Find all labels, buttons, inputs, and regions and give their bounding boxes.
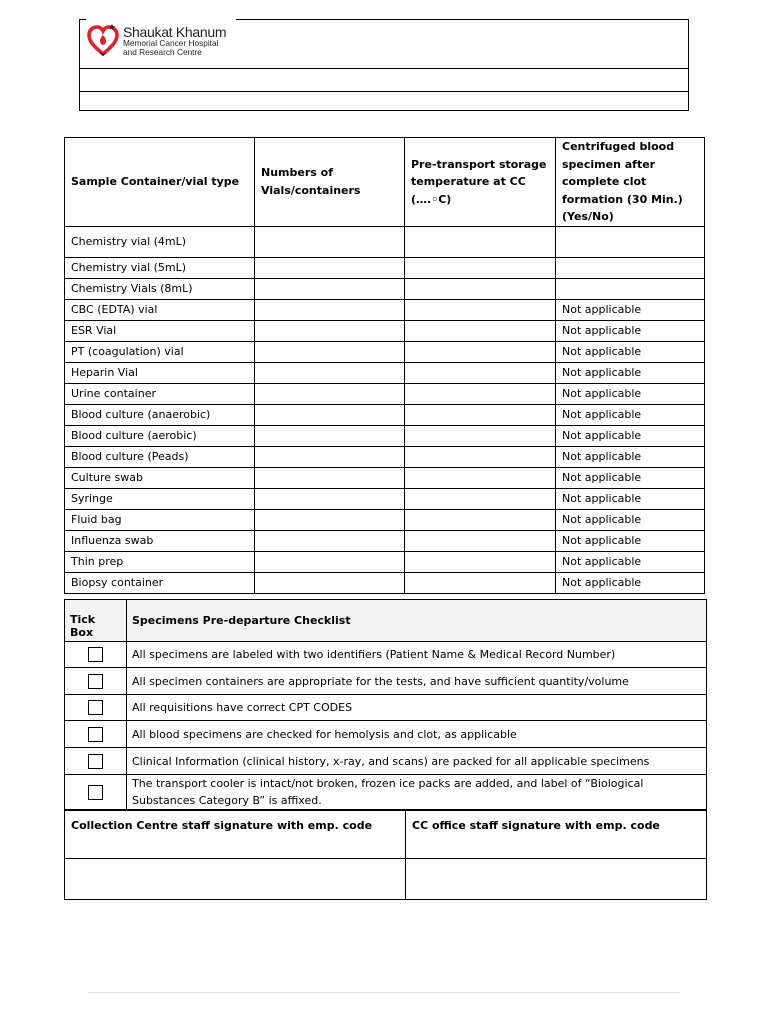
- vial-count-cell[interactable]: [255, 404, 405, 425]
- sample-type-cell: Chemistry Vials (8mL): [65, 278, 255, 299]
- centrifuged-cell: Not applicable: [556, 341, 705, 362]
- vial-count-cell[interactable]: [255, 551, 405, 572]
- centrifuged-cell: Not applicable: [556, 572, 705, 593]
- vial-count-cell[interactable]: [255, 341, 405, 362]
- tick-checkbox[interactable]: [88, 754, 103, 769]
- sample-row: [65, 226, 705, 257]
- sample-type-cell: Urine container: [65, 383, 255, 404]
- tick-checkbox[interactable]: [88, 785, 103, 800]
- sample-type-cell: Culture swab: [65, 467, 255, 488]
- sample-row: [65, 383, 705, 404]
- sample-row: [65, 404, 705, 425]
- centrifuged-cell: Not applicable: [556, 467, 705, 488]
- vial-count-cell[interactable]: [255, 278, 405, 299]
- logo-name: Shaukat Khanum: [123, 24, 227, 40]
- centrifuged-cell: Not applicable: [556, 362, 705, 383]
- storage-temp-cell[interactable]: [405, 572, 556, 593]
- storage-temp-cell[interactable]: [405, 341, 556, 362]
- checklist-item: [65, 668, 707, 695]
- vial-count-cell[interactable]: [255, 572, 405, 593]
- vial-count-cell[interactable]: [255, 488, 405, 509]
- sample-type-cell: Chemistry vial (4mL): [65, 226, 255, 257]
- samples-table-body: [65, 226, 705, 593]
- checklist-item: [65, 642, 707, 668]
- checklist-item-text: All specimen containers are appropriate for the tests, and have sufficient quantity/volume: [127, 668, 707, 695]
- tick-box-cell: [65, 642, 127, 668]
- samples-table: [64, 137, 705, 594]
- sample-row: [65, 257, 705, 278]
- centrifuged-cell: Not applicable: [556, 404, 705, 425]
- vial-count-cell[interactable]: [255, 425, 405, 446]
- centrifuged-cell: Not applicable: [556, 551, 705, 572]
- samples-table-header: [65, 138, 705, 227]
- sample-type-cell: Fluid bag: [65, 509, 255, 530]
- sample-row: [65, 509, 705, 530]
- sample-row: [65, 425, 705, 446]
- cc-office-signature-field[interactable]: [406, 859, 707, 900]
- sample-row: [65, 320, 705, 341]
- checklist-header: [65, 600, 707, 642]
- form-header: [79, 19, 689, 111]
- centrifuged-cell[interactable]: [556, 257, 705, 278]
- sample-type-cell: Heparin Vial: [65, 362, 255, 383]
- storage-temp-cell[interactable]: [405, 488, 556, 509]
- centrifuged-cell: Not applicable: [556, 509, 705, 530]
- hospital-emblem-icon: [86, 23, 120, 59]
- checklist-item-text: The transport cooler is intact/not broken, frozen ice packs are added, and label of “Biological Substances Category B” is affixed.: [127, 775, 707, 810]
- sample-row: [65, 278, 705, 299]
- checklist-item-text: All requisitions have correct CPT CODES: [127, 695, 707, 721]
- centrifuged-cell: Not applicable: [556, 488, 705, 509]
- sample-type-cell: Chemistry vial (5mL): [65, 257, 255, 278]
- vial-count-cell[interactable]: [255, 467, 405, 488]
- storage-temp-cell[interactable]: [405, 446, 556, 467]
- storage-temp-cell[interactable]: [405, 362, 556, 383]
- vial-count-cell[interactable]: [255, 362, 405, 383]
- logo-subtitle-1: Memorial Cancer Hospital: [123, 38, 219, 48]
- storage-temp-cell[interactable]: [405, 257, 556, 278]
- sample-type-cell: Blood culture (anaerobic): [65, 404, 255, 425]
- centrifuged-cell[interactable]: [556, 278, 705, 299]
- checklist-table: [64, 599, 707, 810]
- storage-temp-cell[interactable]: [405, 551, 556, 572]
- sample-type-cell: Thin prep: [65, 551, 255, 572]
- vial-count-cell[interactable]: [255, 509, 405, 530]
- storage-temp-cell[interactable]: [405, 530, 556, 551]
- sample-row: [65, 341, 705, 362]
- vial-count-cell[interactable]: [255, 257, 405, 278]
- vial-count-cell[interactable]: [255, 299, 405, 320]
- centrifuged-cell: Not applicable: [556, 299, 705, 320]
- header-blank-row-1: [80, 69, 688, 92]
- sample-type-cell: Syringe: [65, 488, 255, 509]
- tick-checkbox[interactable]: [88, 674, 103, 689]
- column-header-centrifuged: Centrifuged blood specimen after complete clot formation (30 Min.) (Yes/No): [556, 138, 705, 227]
- checklist-item-text: Clinical Information (clinical history, x-ray, and scans) are packed for all applicable specimens: [127, 748, 707, 775]
- tick-box-header: Tick Box: [65, 600, 127, 642]
- vial-count-cell[interactable]: [255, 320, 405, 341]
- storage-temp-cell[interactable]: [405, 226, 556, 257]
- cc-office-signature-label: CC office staff signature with emp. code: [406, 811, 707, 859]
- column-header-vial-count: Numbers of Vials/containers: [255, 138, 405, 227]
- sample-type-cell: PT (coagulation) vial: [65, 341, 255, 362]
- tick-box-cell: [65, 775, 127, 810]
- storage-temp-cell[interactable]: [405, 509, 556, 530]
- checklist-item-text: All specimens are labeled with two identifiers (Patient Name & Medical Record Number): [127, 642, 707, 668]
- tick-checkbox[interactable]: [88, 727, 103, 742]
- sample-type-cell: Biopsy container: [65, 572, 255, 593]
- sample-row: [65, 299, 705, 320]
- signature-table: [64, 810, 707, 900]
- sample-row: [65, 362, 705, 383]
- checklist-item: [65, 721, 707, 748]
- sample-row: [65, 572, 705, 593]
- vial-count-cell[interactable]: [255, 383, 405, 404]
- sample-row: [65, 530, 705, 551]
- sample-row: [65, 488, 705, 509]
- tick-box-cell: [65, 748, 127, 775]
- column-header-storage-temp: Pre-transport storage temperature at CC (….◦C): [405, 138, 556, 227]
- checklist-title: Specimens Pre-departure Checklist: [127, 600, 707, 642]
- sample-type-cell: Influenza swab: [65, 530, 255, 551]
- checklist-item-text: All blood specimens are checked for hemolysis and clot, as applicable: [127, 721, 707, 748]
- storage-temp-cell[interactable]: [405, 383, 556, 404]
- checklist-item: [65, 775, 707, 810]
- tick-checkbox[interactable]: [88, 700, 103, 715]
- tick-box-cell: [65, 695, 127, 721]
- hospital-logo: [86, 17, 236, 65]
- vial-count-cell[interactable]: [255, 446, 405, 467]
- sample-type-cell: Blood culture (Peads): [65, 446, 255, 467]
- sample-row: [65, 446, 705, 467]
- tick-box-cell: [65, 721, 127, 748]
- sample-row: [65, 551, 705, 572]
- checklist-item: [65, 748, 707, 775]
- centrifuged-cell: Not applicable: [556, 446, 705, 467]
- sample-type-cell: CBC (EDTA) vial: [65, 299, 255, 320]
- collection-centre-signature-field[interactable]: [65, 859, 406, 900]
- tick-checkbox[interactable]: [88, 647, 103, 662]
- checklist-item: [65, 695, 707, 721]
- storage-temp-cell[interactable]: [405, 467, 556, 488]
- logo-subtitle-2: and Research Centre: [123, 47, 202, 57]
- centrifuged-cell: Not applicable: [556, 425, 705, 446]
- sample-type-cell: ESR Vial: [65, 320, 255, 341]
- sample-type-cell: Blood culture (aerobic): [65, 425, 255, 446]
- column-header-container-type: Sample Container/vial type: [65, 138, 255, 227]
- vial-count-cell[interactable]: [255, 226, 405, 257]
- centrifuged-cell[interactable]: [556, 226, 705, 257]
- centrifuged-cell: Not applicable: [556, 530, 705, 551]
- storage-temp-cell[interactable]: [405, 320, 556, 341]
- centrifuged-cell: Not applicable: [556, 320, 705, 341]
- page-footer-divider: [88, 992, 680, 993]
- storage-temp-cell[interactable]: [405, 425, 556, 446]
- tick-box-cell: [65, 668, 127, 695]
- sample-row: [65, 467, 705, 488]
- storage-temp-cell[interactable]: [405, 404, 556, 425]
- storage-temp-cell[interactable]: [405, 299, 556, 320]
- vial-count-cell[interactable]: [255, 530, 405, 551]
- storage-temp-cell[interactable]: [405, 278, 556, 299]
- collection-centre-signature-label: Collection Centre staff signature with emp. code: [65, 811, 406, 859]
- centrifuged-cell: Not applicable: [556, 383, 705, 404]
